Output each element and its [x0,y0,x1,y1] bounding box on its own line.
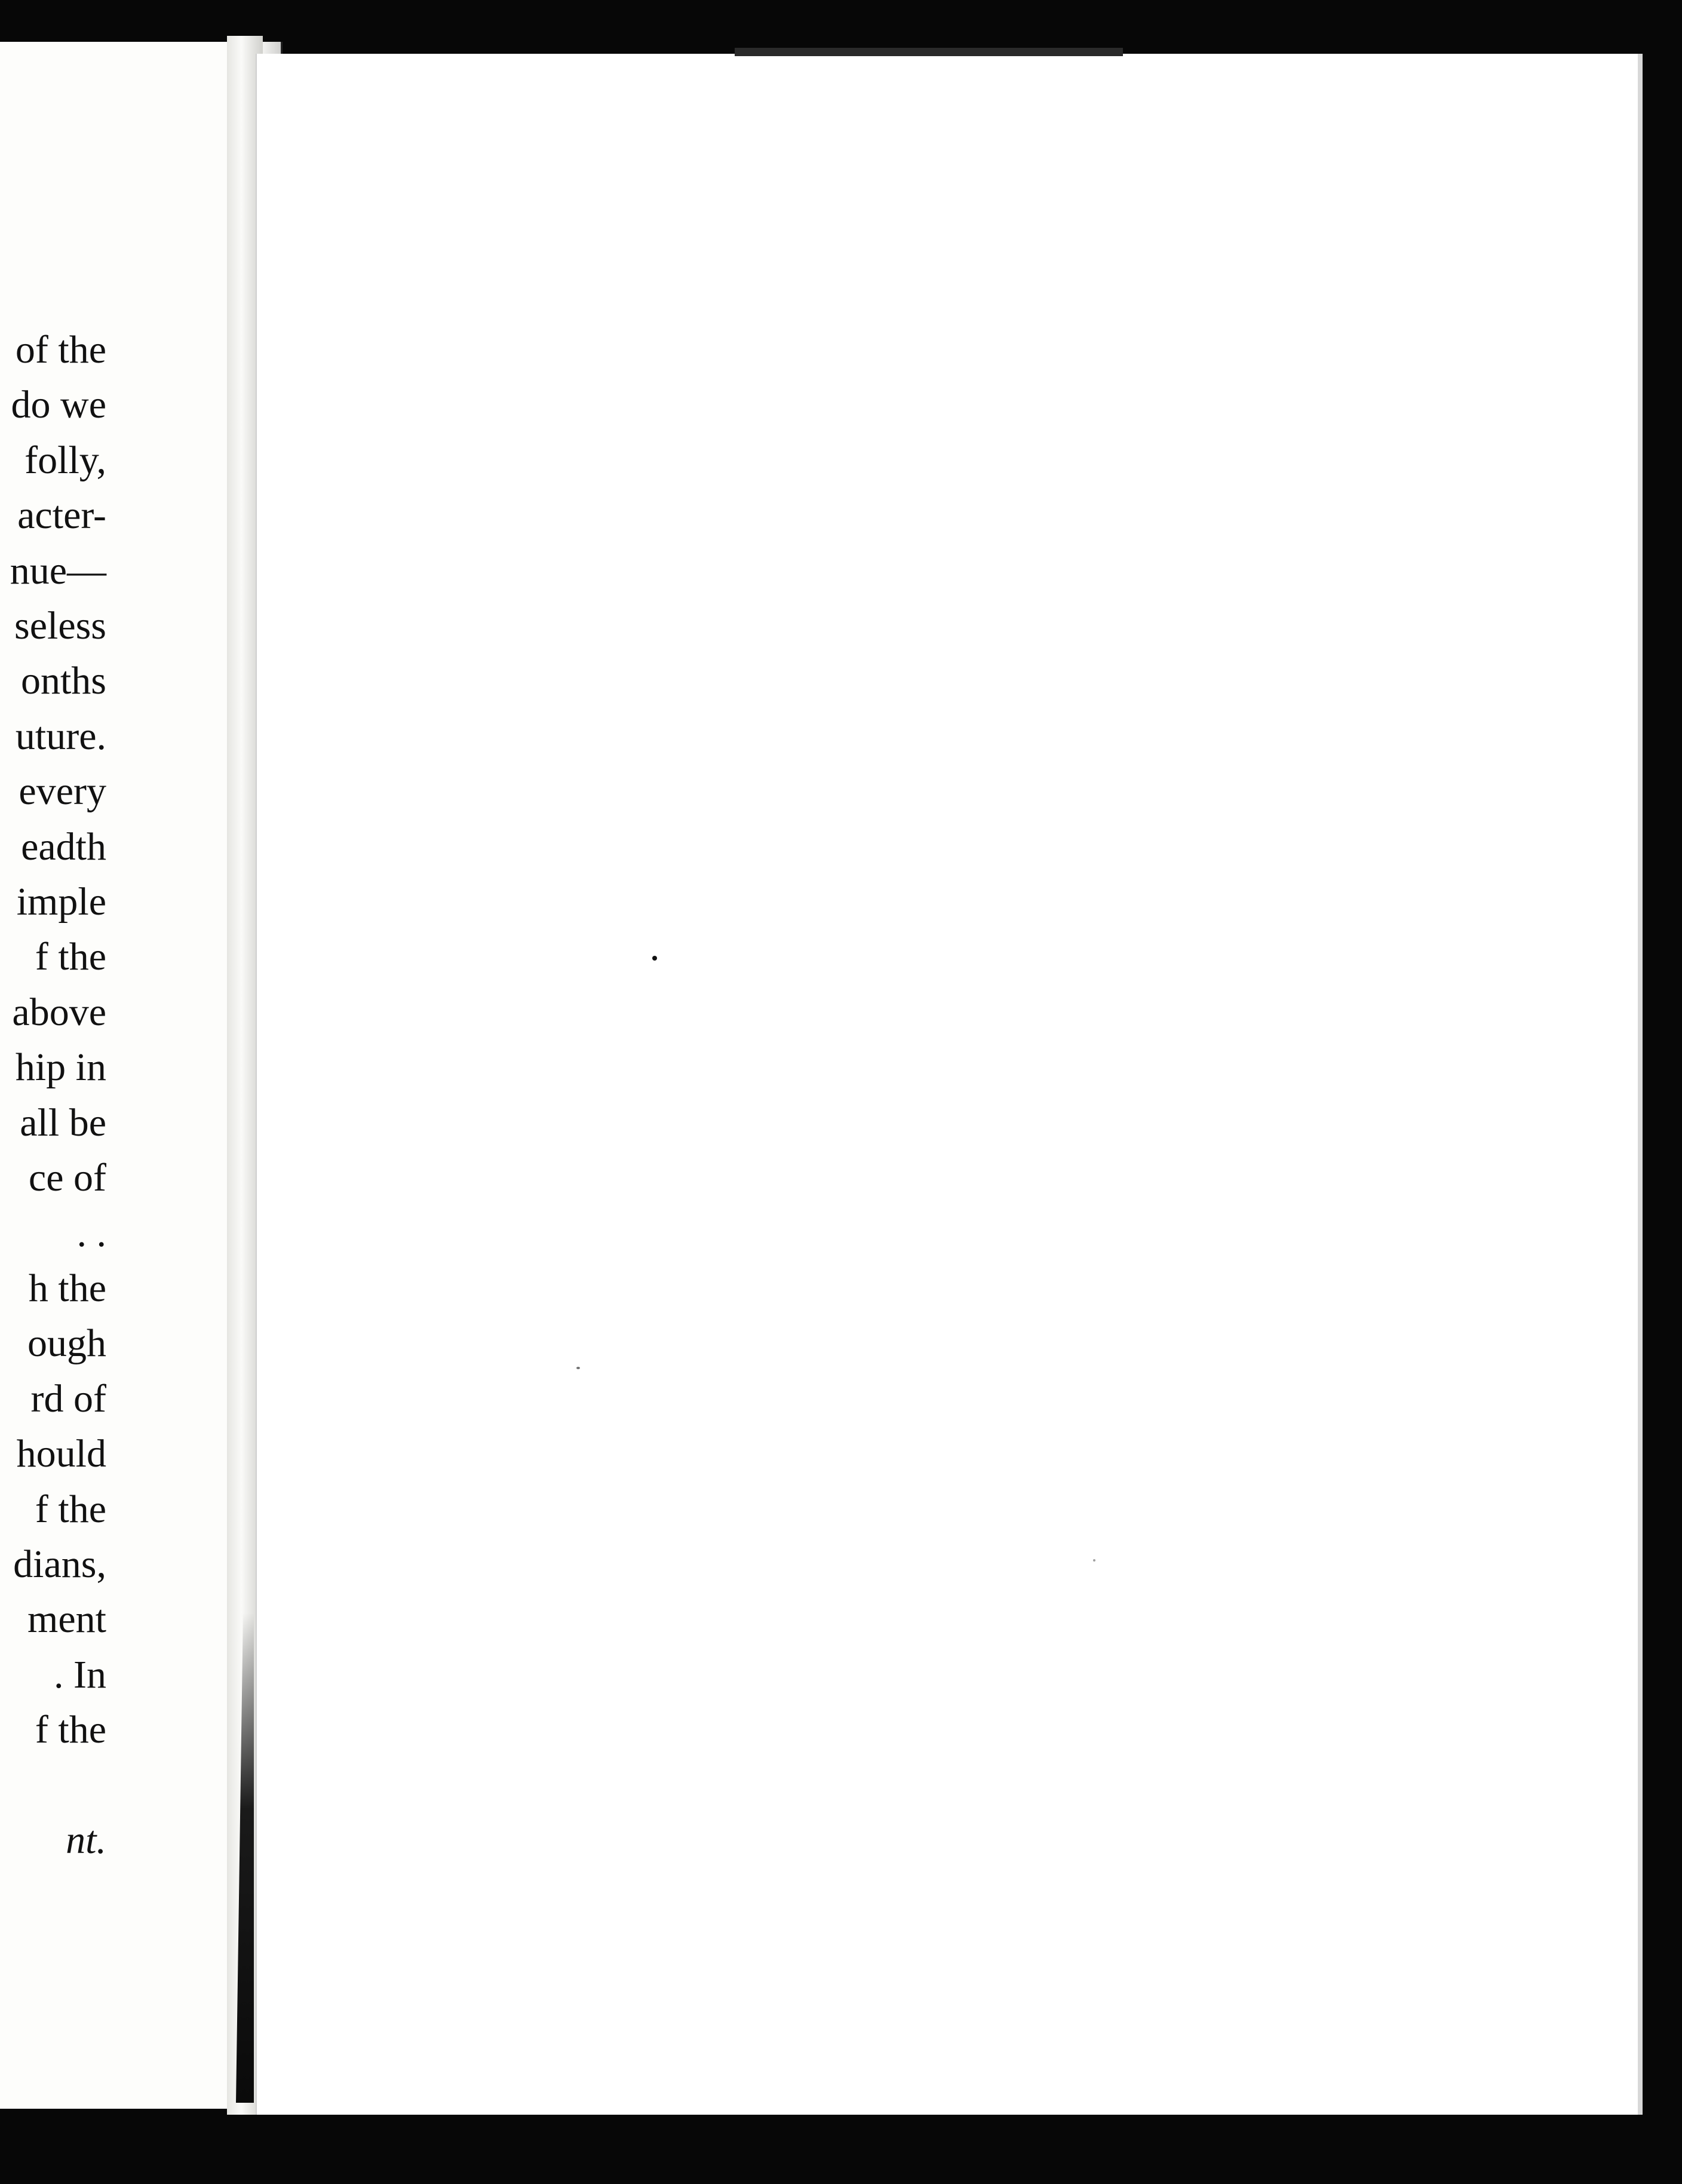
page-top-edge [735,48,1123,56]
text-line: eadth [21,824,106,869]
text-line: ough [27,1321,106,1366]
text-line: uture. [15,714,106,758]
text-line: folly, [24,438,106,482]
text-line: every [19,769,106,814]
text-line: nue— [10,548,106,593]
text-line: of the [15,328,106,372]
text-line: f the [35,1708,106,1752]
dust-speck [652,956,657,961]
signoff-text: nt. [66,1818,106,1862]
text-line: onths [20,659,106,703]
text-line: . In [54,1652,106,1697]
page-right-edge [1638,54,1643,2115]
text-line: hould [16,1432,106,1476]
text-line: ment [27,1597,106,1642]
text-line: all be [20,1100,106,1145]
right-page-blank [256,54,1639,2115]
text-line: seless [14,604,106,648]
text-line: f the [35,1487,106,1531]
text-line: dians, [13,1542,106,1586]
left-page-text [10,323,106,1868]
text-line: acter- [17,493,106,538]
text-line: hip in [15,1045,106,1090]
text-line: do we [11,383,106,427]
text-line: ce of [28,1156,106,1200]
text-line: above [12,990,106,1034]
dust-speck [1093,1559,1095,1562]
dust-speck [576,1367,580,1369]
text-line: rd of [30,1376,106,1421]
text-line: f the [35,935,106,979]
text-line: . . [76,1211,106,1255]
text-line: imple [16,880,106,924]
text-line: h the [28,1266,106,1310]
